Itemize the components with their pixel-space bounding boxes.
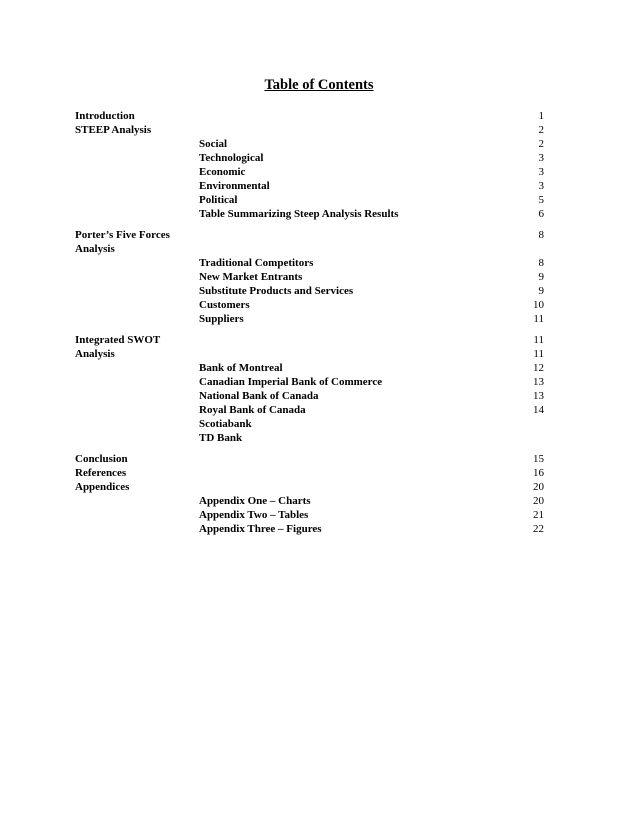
toc-page-number: 13 [533,390,544,402]
toc-page-number: 1 [538,110,544,122]
toc-page-number: 16 [533,467,544,479]
toc-page-number: 21 [533,509,544,521]
toc-sub-appendix-three: Appendix Three – Figures [199,523,322,535]
toc-page-number: 9 [538,285,544,297]
toc-page-number: 22 [533,523,544,535]
toc-sub-substitutes: Substitute Products and Services [199,285,354,297]
toc-page-number: 11 [533,348,544,360]
toc-page-number: 6 [538,208,544,220]
toc-page-number: 8 [538,229,544,241]
toc-page-number: 5 [538,194,544,206]
toc-sub-scotiabank: Scotiabank [199,418,252,430]
toc-heading-steep: STEEP Analysis [75,124,152,136]
toc-sub-technological: Technological [199,152,264,164]
toc-sub-political: Political [199,194,238,206]
toc-page-number: 3 [538,152,544,164]
toc-sub-cibc: Canadian Imperial Bank of Commerce [199,376,383,388]
toc-page-number: 20 [533,495,544,507]
toc-sub-appendix-one: Appendix One – Charts [199,495,311,507]
toc-heading-porters-cont: Analysis [75,243,115,255]
toc-page-number: 14 [533,404,544,416]
toc-heading-appendices: Appendices [75,481,130,493]
page-title: Table of Contents [264,77,374,93]
toc-page-number: 15 [533,453,544,465]
toc-sub-rbc: Royal Bank of Canada [199,404,306,416]
toc-page-number: 12 [533,362,544,374]
toc-sub-td-bank: TD Bank [199,432,243,444]
toc-page-number: 11 [533,334,544,346]
toc-page-number: 2 [538,138,544,150]
toc-sub-social: Social [199,138,228,150]
toc-page-number: 10 [533,299,544,311]
toc-heading-swot: Integrated SWOT [75,334,161,346]
toc-page-number: 3 [538,180,544,192]
toc-page-number: 20 [533,481,544,493]
toc-sub-steep-summary: Table Summarizing Steep Analysis Results [199,208,399,220]
toc-sub-new-entrants: New Market Entrants [199,271,303,283]
toc-sub-customers: Customers [199,299,250,311]
toc-page-number: 8 [538,257,544,269]
toc-heading-references: References [75,467,127,479]
toc-sub-economic: Economic [199,166,246,178]
toc-sub-national-bank: National Bank of Canada [199,390,319,402]
toc-sub-traditional-competitors: Traditional Competitors [199,257,314,269]
toc-page-number: 11 [533,313,544,325]
toc-sub-appendix-two: Appendix Two – Tables [199,509,309,521]
toc-heading-porters: Porter’s Five Forces [75,229,170,241]
toc-page-number: 13 [533,376,544,388]
toc-sub-environmental: Environmental [199,180,270,192]
toc-heading-conclusion: Conclusion [75,453,128,465]
toc-sub-bmo: Bank of Montreal [199,362,283,374]
toc-heading-swot-cont: Analysis [75,348,115,360]
toc-page-number: 9 [538,271,544,283]
toc-heading-introduction: Introduction [75,110,135,122]
toc-page-number: 3 [538,166,544,178]
toc-page-number: 2 [538,124,544,136]
toc-sub-suppliers: Suppliers [199,313,244,325]
